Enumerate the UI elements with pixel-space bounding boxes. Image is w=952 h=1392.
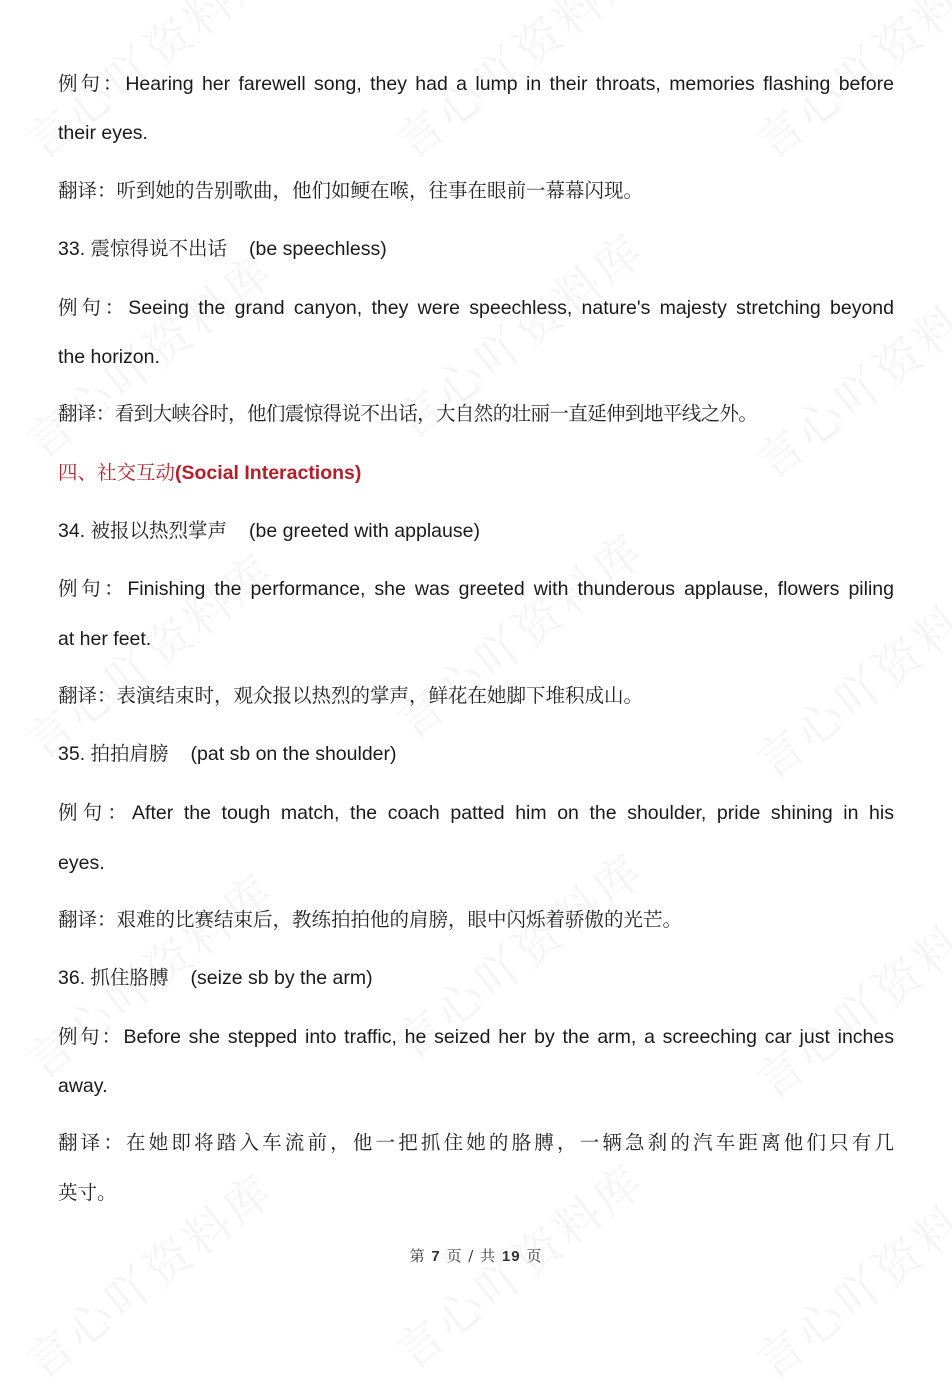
phrase-heading <box>58 965 894 991</box>
phrase-number: 35. <box>58 743 86 765</box>
translation-label: 翻译： <box>58 1131 127 1154</box>
example-label: 例句： <box>58 801 133 824</box>
example-sentence <box>58 71 894 97</box>
translation-text: 看到大峡谷时，他们震惊得说不出话，大自然的壮丽一直延伸到地平线之外。 <box>114 402 758 425</box>
phrase-cn: 被报以热烈掌声 <box>90 519 228 542</box>
phrase-cn: 震惊得说不出话 <box>90 237 228 260</box>
translation <box>58 178 894 204</box>
example-sentence <box>58 800 894 826</box>
translation <box>58 401 894 427</box>
example-text: Seeing the grand canyon, they were speechless, nature's majesty stretching beyond <box>128 297 894 319</box>
example-label: 例句： <box>58 1025 124 1048</box>
translation-cont: 英寸。 <box>58 1181 117 1204</box>
translation-label: 翻译： <box>58 179 117 202</box>
watermark <box>10 535 287 772</box>
example-sentence <box>58 295 894 321</box>
section-heading <box>58 460 894 486</box>
translation <box>58 683 894 709</box>
example-sentence-cont: their eyes. <box>58 122 148 144</box>
example-label: 例句： <box>58 577 128 600</box>
phrase-en: (be greeted with applause) <box>249 520 480 542</box>
example-sentence-cont: the horizon. <box>58 346 160 368</box>
phrase-cn: 拍拍肩膀 <box>90 742 169 765</box>
example-sentence <box>58 1024 894 1050</box>
translation-text: 表演结束时，观众报以热烈的掌声，鲜花在她脚下堆积成山。 <box>116 684 644 707</box>
example-label: 例句： <box>58 296 129 319</box>
translation-text: 艰难的比赛结束后，教练拍拍他的肩膀，眼中闪烁着骄傲的光芒。 <box>116 908 683 931</box>
phrase-number: 36. <box>58 967 86 989</box>
translation-label: 翻译： <box>58 402 115 425</box>
watermark <box>740 255 952 492</box>
phrase-heading <box>58 741 894 767</box>
translation-label: 翻译： <box>58 684 117 707</box>
translation-label: 翻译： <box>58 908 117 931</box>
phrase-en: (seize sb by the arm) <box>190 967 373 989</box>
section-title-en: (Social Interactions) <box>175 462 362 484</box>
example-text: Hearing her farewell song, they had a lump in their throats, memories flashing before <box>125 73 894 95</box>
phrase-heading <box>58 236 894 262</box>
current-page: 7 <box>431 1248 441 1265</box>
example-label: 例句： <box>58 72 126 95</box>
example-sentence-cont: away. <box>58 1075 108 1097</box>
translation <box>58 907 894 933</box>
total-pages: 19 <box>501 1248 521 1265</box>
example-text: After the tough match, the coach patted him on the shoulder, pride shining in his <box>132 802 894 824</box>
translation-text: 听到她的告别歌曲，他们如鲠在喉，往事在眼前一幕幕闪现。 <box>116 179 644 202</box>
phrase-en: (be speechless) <box>249 238 387 260</box>
example-text: Before she stepped into traffic, he seized her by the arm, a screeching car just inches <box>123 1026 894 1048</box>
example-text: Finishing the performance, she was greeted with thunderous applause, flowers piling <box>127 578 894 600</box>
example-sentence-cont: eyes. <box>58 852 105 874</box>
phrase-en: (pat sb on the shoulder) <box>190 743 397 765</box>
section-title-cn: 四、社交互动 <box>58 461 176 484</box>
translation-text: 在她即将踏入车流前，他一把抓住她的胳膊，一辆急刹的汽车距离他们只有几 <box>126 1131 894 1154</box>
phrase-heading <box>58 518 894 544</box>
example-sentence <box>58 576 894 602</box>
phrase-number: 33. <box>58 238 86 260</box>
example-sentence-cont: at her feet. <box>58 628 152 650</box>
translation <box>58 1130 894 1156</box>
page-footer: 第 7 页 / 共 19 页 <box>409 1247 543 1265</box>
phrase-number: 34. <box>58 520 86 542</box>
phrase-cn: 抓住胳膊 <box>90 966 169 989</box>
